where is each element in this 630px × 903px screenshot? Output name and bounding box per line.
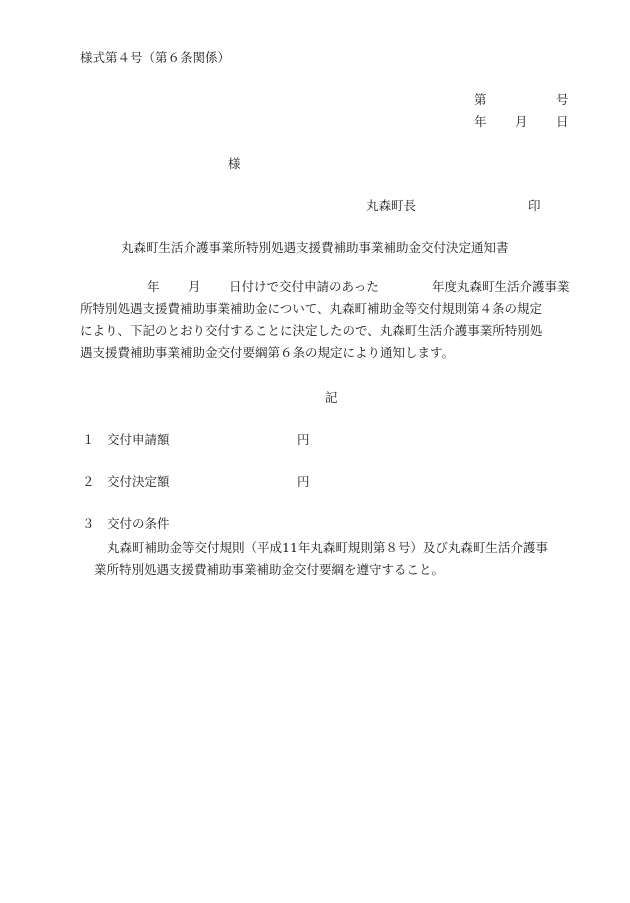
body-line-1 [80,276,588,298]
document-number-prefix: 第 [474,92,487,107]
conditions-number: ３ [82,516,95,531]
body-line-4: 遇支援費補助事業補助金交付要綱第６条の規定により通知します。 [80,345,455,360]
body-line-2: 所特別処遇支援費補助事業補助金について、丸森町補助金等交付規則第４条の規定 [80,301,543,316]
body-month: 月 [188,279,201,294]
body-fiscal-year-text: 年度丸森町生活介護事業 [432,279,570,294]
item-label-decision-amount: 交付決定額 [107,474,170,489]
date-month: 月 [515,114,528,129]
item-label-application-amount: 交付申請額 [107,432,170,447]
form-label: 様式第４号（第６条関係） [80,50,231,65]
body-year: 年 [147,279,160,294]
document-number-suffix: 号 [556,92,569,107]
body-paragraph [80,276,588,364]
ki-marker: 記 [325,390,338,405]
item-unit-yen: 円 [297,474,310,489]
date-year: 年 [474,114,487,129]
recipient-honorific: 様 [228,156,241,171]
date-day: 日 [556,114,569,129]
conditions-text-line-2: 業所特別処遇支援費補助事業補助金交付要綱を遵守すること。 [94,562,445,577]
body-line-3: により、下記のとおり交付することに決定したので、丸森町生活介護事業所特別処 [80,323,543,338]
document-title: 丸森町生活介護事業所特別処遇支援費補助事業補助金交付決定通知書 [121,240,509,255]
item-unit-yen: 円 [297,432,310,447]
conditions-label: 交付の条件 [107,516,170,531]
body-application-date-text: 日付けで交付申請のあった [229,279,379,294]
conditions-text-line-1: 丸森町補助金等交付規則（平成11年丸森町規則第８号）及び丸森町生活介護事 [107,540,548,555]
item-number: ２ [82,474,95,489]
item-number: １ [82,432,95,447]
sender-seal: 印 [528,198,541,213]
sender-title: 丸森町長 [366,198,417,213]
